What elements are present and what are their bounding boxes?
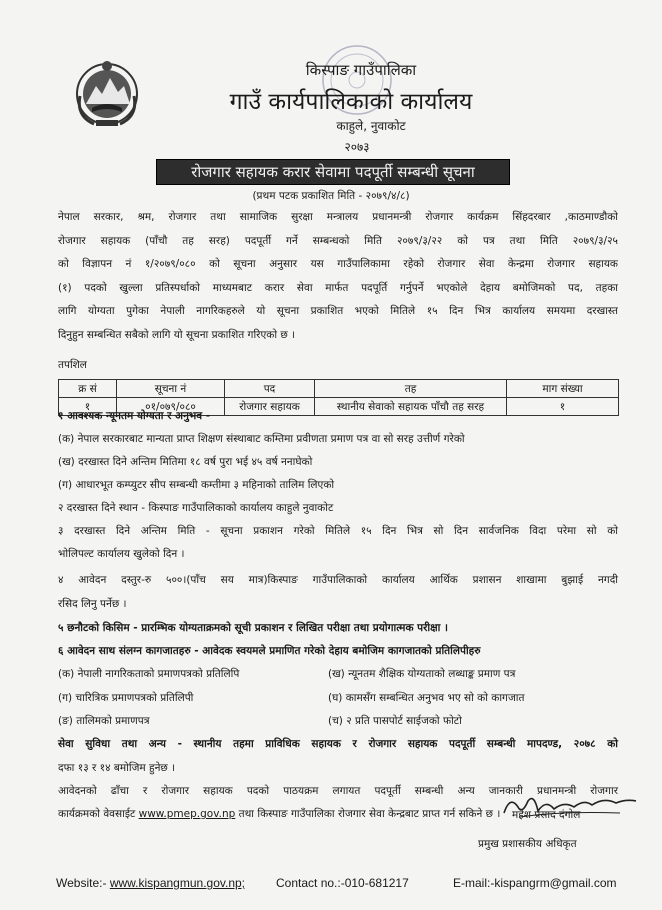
document-item: (ख) न्यूनतम शैक्षिक योग्यताको लब्धाङ्क प्रमाण पत्र (328, 668, 516, 680)
qualification-item: (ग) आधारभूत कम्प्युटर सीप सम्बन्धी कम्तीमा ३ महिनाको तालिम लिएको (58, 479, 335, 491)
table-cell: ०१/०७९/०८० (117, 398, 225, 416)
publication-date: (प्रथम पटक प्रकाशित मिति - २०७९/४/८) (252, 190, 410, 202)
table-header-cell: पद (225, 380, 315, 398)
table-cell: १ (507, 398, 619, 416)
paragraph-line: रोजगार सहायक (पाँचौ तह सरह) पदपूर्ती गर्ने सम्बन्धको मिति २०७९/३/२२ को पत्र तथा मिति २०७९/३/२५ (58, 234, 618, 247)
signatory-name: महेश प्रसाद दंगोल (512, 809, 581, 821)
document-row (58, 691, 618, 705)
application-deadline: ३ दरखास्त दिने अन्तिम मिति - सूचना प्रकाशन गरेको मितिले १५ दिन भित्र सो दिन सार्वजनिक विदा परेमा सो को (58, 525, 618, 537)
selection-method: ५ छनौटको किसिम - प्रारम्भिक योग्यताक्रमको सूची प्रकाशन र लिखित परीक्षा तथा प्रयोगात्मक परीक्षा । (58, 622, 449, 634)
footer-email: E-mail:-kispangrm@gmail.com (453, 876, 617, 890)
footer-contact: Contact no.:-010-681217 (276, 876, 409, 890)
table-header-cell: क्र सं (59, 380, 117, 398)
document-item: (क) नेपाली नागरिकताको प्रमाणपत्रको प्रतिलिपि (58, 668, 240, 680)
table-header-row (59, 380, 619, 398)
establishment-year: २०७३ (344, 140, 370, 154)
pmep-website-link[interactable]: www.pmep.gov.np (138, 808, 236, 820)
website-label: Website:- (56, 876, 107, 890)
municipality-name: किस्पाङ गाउँपालिका (305, 61, 417, 79)
document-item: (ङ) तालिमको प्रमाणपत्र (58, 715, 150, 727)
application-format: आवेदनको ढाँचा र रोजगार सहायक पदको पाठयक्रम लगायत पदपूर्ती सम्बन्धी अन्य जानकारी प्रधानमन्त्री रोजगार (58, 785, 618, 797)
paragraph-line: दिनुहुन सम्बन्धित सबैको लागि यो सूचना प्रकाशित गरिएको छ । (58, 328, 296, 341)
notice-title: रोजगार सहायक करार सेवामा पदपूर्ती सम्बन्धी सूचना (191, 163, 475, 181)
table-cell: स्थानीय सेवाको सहायक पाँचौ तह सरह (315, 398, 507, 416)
table-label: तपशिल (58, 359, 87, 371)
document-row (58, 667, 618, 681)
document-item: (ग) चारित्रिक प्रमाणपत्रको प्रतिलिपी (58, 692, 194, 704)
table-header-cell: माग संख्या (507, 380, 619, 398)
paragraph-line: नेपाल सरकार, श्रम, रोजगार तथा सामाजिक सुरक्षा मन्त्रालय प्रधानमन्त्री रोजगार कार्यक्रम सिंहदरबार ,काठमाण्डौको (58, 211, 618, 223)
document-item: (घ) कामसँग सम्बन्धित अनुभव भए सो को कागजात (328, 692, 525, 704)
paragraph-line: लागि योग्यता पुगेका नेपाली नागरिकहरुले यो सूचना प्रकाशित भएको मितिले १५ दिन भित्र कार्यालय समयमा दरखास्त (58, 305, 618, 318)
format-text: कार्यक्रमको वेवसाईट (58, 808, 136, 820)
document-row (58, 714, 618, 728)
service-facilities: सेवा सुविधा तथा अन्य - स्थानीय तहमा प्राविधिक सहायक र रोजगार सहायक पदपूर्ती सम्बन्धी मापदण्ड, २०७८ को (58, 738, 618, 750)
application-fee: ४ आवेदन दस्तुर-रु ५००।(पाँच सय मात्र)किस्पाङ गाउँपालिकाको कार्यालय आर्थिक प्रशासन शाखामा बुझाई नगदी (58, 574, 618, 586)
notice-paragraph (58, 206, 618, 348)
application-place: २ दरखास्त दिने स्थान - किस्पाङ गाउँपालिकाको कार्यालय काहुले नुवाकोट (58, 502, 334, 514)
website-link[interactable]: www.kispangmun.gov.np; (109, 876, 245, 890)
document-item: (च) २ प्रति पासपोर्ट साईजको फोटो (328, 715, 462, 727)
paragraph-line: (१) पदको खुल्ला प्रतिस्पर्धाको माध्यमबाट करार सेवा मार्फत पदपूर्ति गर्नुपर्ने भएकोले देहाय बमोजिमको पद, तहका (58, 281, 618, 294)
qualification-heading: १ आवश्यक न्यूनतम योग्यता र अनुभव - (58, 410, 211, 422)
qualification-item: (ख) दरखास्त दिने अन्तिम मितिमा १८ वर्ष पुरा भई ४५ वर्ष ननाघेको (58, 456, 313, 468)
notice-title-banner (156, 159, 510, 185)
application-fee-cont: रसिद लिनु पर्नेछ । (58, 598, 127, 610)
service-facilities-cont: दफा १३ र १४ बमोजिम हुनेछ । (58, 762, 176, 774)
office-address: काहुले, नुवाकोट (336, 119, 406, 133)
table-header-cell: सूचना नं (117, 380, 225, 398)
format-text: तथा किस्पाङ गाउँपालिका रोजगार सेवा केन्द्रबाट प्राप्त गर्न सकिने छ । (238, 808, 501, 820)
required-documents: ६ आवेदन साथ संलग्न कागजातहरु - आवेदक स्वयमले प्रमाणित गरेको देहाय बमोजिम कागजातको प्रतिलिपीहरु (58, 645, 481, 657)
office-name: गाउँ कार्यपालिकाको कार्यालय (229, 89, 473, 115)
application-deadline-cont: भोलिपल्ट कार्यालय खुलेको दिन । (58, 548, 185, 560)
footer-website (56, 876, 245, 890)
table-cell: १ (59, 398, 117, 416)
table-header-cell: तह (315, 380, 507, 398)
paragraph-line: को विज्ञापन नं १/२०७९/०८० को सूचना अनुसार यस गाउँपालिकामा रहेको रोजगार सेवा केन्द्रमा रोजगार सहायक (58, 258, 618, 271)
qualification-item: (क) नेपाल सरकारबाट मान्यता प्राप्त शिक्षण संस्थाबाट कम्तिमा प्रवीणता प्रमाण पत्र वा सो सरह उत्तीर्ण गरेको (58, 433, 465, 445)
table-cell: रोजगार सहायक (225, 398, 315, 416)
signatory-title: प्रमुख प्रशासकीय अधिकृत (478, 838, 577, 850)
